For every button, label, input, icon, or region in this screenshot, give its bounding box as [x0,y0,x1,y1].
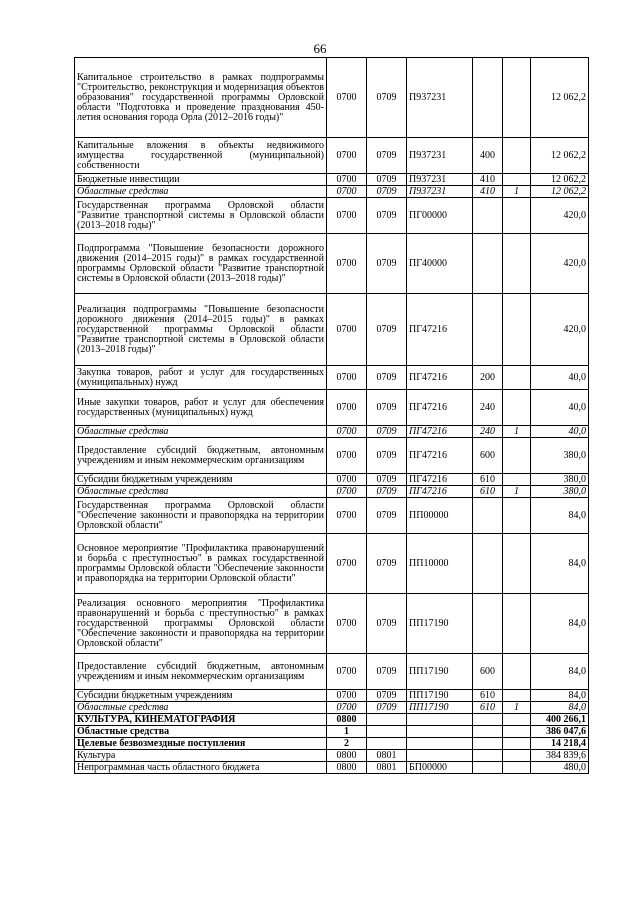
expense-name: Целевые безвозмездные поступления [75,738,327,750]
expense-type-code: 410 [473,174,503,186]
table-row [75,390,589,426]
subsection-code: 0709 [367,198,407,234]
funding-source-code [503,294,531,366]
amount: 40,0 [531,426,589,438]
expense-name: Культура [75,750,327,762]
amount: 12 062,2 [531,174,589,186]
expense-name: Предоставление субсидий бюджетным, автономным учреждениям и иным некоммерческим организациям [75,438,327,474]
subsection-code [367,714,407,726]
table-row [75,726,589,738]
expense-type-code [473,234,503,294]
table-row [75,498,589,534]
expense-name: Основное мероприятие "Профилактика правонарушений и борьба с преступностью" в рамках государственной программы Орловской области "Обеспечение законности и правопорядка на территории Орловской области" [75,534,327,594]
table-row [75,438,589,474]
page-number: 66 [313,41,327,56]
section-code: 0800 [327,714,367,726]
expense-type-code [473,294,503,366]
funding-source-code: 1 [503,702,531,714]
expense-type-code [473,534,503,594]
expense-type-code [473,762,503,774]
expense-name: Государственная программа Орловской области "Обеспечение законности и правопорядка на территории Орловской области" [75,498,327,534]
subsection-code: 0709 [367,294,407,366]
funding-source-code [503,58,531,138]
target-article-code: ПГ47216 [407,438,473,474]
section-code: 0700 [327,294,367,366]
table-row [75,366,589,390]
expense-name: Областные средства [75,426,327,438]
table-row [75,486,589,498]
expense-type-code: 610 [473,474,503,486]
target-article-code: П937231 [407,138,473,174]
expense-type-code: 400 [473,138,503,174]
section-code: 0800 [327,762,367,774]
expense-name: Областные средства [75,186,327,198]
target-article-code: БП00000 [407,762,473,774]
expense-name: Бюджетные инвестиции [75,174,327,186]
expense-name: Непрограммная часть областного бюджета [75,762,327,774]
table-row [75,174,589,186]
section-code: 0700 [327,198,367,234]
subsection-code: 0709 [367,498,407,534]
amount: 400 266,1 [531,714,589,726]
table-row [75,762,589,774]
amount: 84,0 [531,654,589,690]
funding-source-code: 1 [503,486,531,498]
subsection-code: 0709 [367,390,407,426]
subsection-code: 0801 [367,750,407,762]
amount: 420,0 [531,198,589,234]
section-code: 0800 [327,750,367,762]
section-code: 0700 [327,438,367,474]
target-article-code: П937231 [407,174,473,186]
expense-name: Капитальные вложения в объекты недвижимого имущества государственной (муниципальной) собственности [75,138,327,174]
section-code: 0700 [327,426,367,438]
expense-type-code: 610 [473,690,503,702]
budget-table [74,57,589,774]
expense-name: Реализация подпрограммы "Повышение безопасности дорожного движения (2014–2015 годы)" в рамках государственной программы Орловской области "Развитие транспортной системы в Орловской области (2013–2018 годы)" [75,294,327,366]
subsection-code: 0709 [367,426,407,438]
expense-type-code [473,726,503,738]
subsection-code: 0709 [367,690,407,702]
funding-source-code [503,498,531,534]
section-code: 1 [327,726,367,738]
funding-source-code [503,690,531,702]
amount: 12 062,2 [531,58,589,138]
table-row [75,186,589,198]
subsection-code: 0709 [367,186,407,198]
section-code: 0700 [327,474,367,486]
expense-type-code [473,714,503,726]
funding-source-code [503,750,531,762]
expense-type-code [473,198,503,234]
amount: 380,0 [531,474,589,486]
section-code: 0700 [327,174,367,186]
expense-type-code [473,498,503,534]
funding-source-code [503,174,531,186]
subsection-code [367,726,407,738]
target-article-code [407,738,473,750]
table-row [75,702,589,714]
table-row [75,738,589,750]
table-row [75,594,589,654]
funding-source-code [503,534,531,594]
amount: 420,0 [531,294,589,366]
funding-source-code [503,390,531,426]
subsection-code [367,738,407,750]
expense-type-code: 200 [473,366,503,390]
section-code: 0700 [327,186,367,198]
table-row [75,534,589,594]
funding-source-code: 1 [503,426,531,438]
subsection-code: 0709 [367,474,407,486]
target-article-code: ПГ40000 [407,234,473,294]
table-row [75,198,589,234]
section-code: 0700 [327,138,367,174]
target-article-code: ПП17190 [407,702,473,714]
table-row [75,426,589,438]
funding-source-code: 1 [503,186,531,198]
target-article-code: ПГ47216 [407,426,473,438]
expense-name: Областные средства [75,726,327,738]
expense-name: Предоставление субсидий бюджетным, автономным учреждениям и иным некоммерческим организациям [75,654,327,690]
section-code: 0700 [327,654,367,690]
subsection-code: 0709 [367,366,407,390]
table-body [75,58,589,774]
subsection-code: 0801 [367,762,407,774]
subsection-code: 0709 [367,234,407,294]
expense-type-code: 240 [473,426,503,438]
table-row [75,474,589,486]
amount: 380,0 [531,486,589,498]
target-article-code [407,714,473,726]
funding-source-code [503,366,531,390]
expense-name: Субсидии бюджетным учреждениям [75,474,327,486]
subsection-code: 0709 [367,174,407,186]
section-code: 0700 [327,534,367,594]
table-row [75,58,589,138]
section-code: 0700 [327,366,367,390]
target-article-code: ПГ47216 [407,294,473,366]
section-code: 0700 [327,594,367,654]
subsection-code: 0709 [367,594,407,654]
subsection-code: 0709 [367,486,407,498]
expense-name: Государственная программа Орловской области "Развитие транспортной системы в Орловской области (2013–2018 годы)" [75,198,327,234]
target-article-code: ПП00000 [407,498,473,534]
section-code: 0700 [327,58,367,138]
funding-source-code [503,714,531,726]
amount: 480,0 [531,762,589,774]
target-article-code: ПП17190 [407,690,473,702]
target-article-code: П937231 [407,58,473,138]
funding-source-code [503,762,531,774]
target-article-code: ПГ47216 [407,366,473,390]
target-article-code: ПП17190 [407,594,473,654]
expense-type-code [473,738,503,750]
funding-source-code [503,438,531,474]
section-code: 0700 [327,234,367,294]
table-row [75,138,589,174]
section-code: 0700 [327,690,367,702]
expense-name: Субсидии бюджетным учреждениям [75,690,327,702]
expense-name: Реализация основного мероприятия "Профилактика правонарушений и борьба с преступностью" в рамках государственной программы Орловской области "Обеспечение законности и правопорядка на территории Орловской области" [75,594,327,654]
table-row [75,294,589,366]
target-article-code: ПГ47216 [407,486,473,498]
subsection-code: 0709 [367,534,407,594]
target-article-code: ПГ47216 [407,474,473,486]
funding-source-code [503,474,531,486]
funding-source-code [503,138,531,174]
table-row [75,690,589,702]
amount: 380,0 [531,438,589,474]
amount: 386 047,6 [531,726,589,738]
table-row [75,750,589,762]
funding-source-code [503,594,531,654]
section-code: 0700 [327,498,367,534]
subsection-code: 0709 [367,58,407,138]
amount: 84,0 [531,702,589,714]
expense-type-code: 410 [473,186,503,198]
table-row [75,654,589,690]
expense-type-code: 600 [473,438,503,474]
amount: 12 062,2 [531,138,589,174]
expense-name: Закупка товаров, работ и услуг для государственных (муниципальных) нужд [75,366,327,390]
expense-type-code: 600 [473,654,503,690]
amount: 84,0 [531,534,589,594]
target-article-code [407,750,473,762]
funding-source-code [503,234,531,294]
target-article-code: ПП10000 [407,534,473,594]
funding-source-code [503,198,531,234]
amount: 420,0 [531,234,589,294]
expense-type-code [473,750,503,762]
funding-source-code [503,654,531,690]
amount: 12 062,2 [531,186,589,198]
expense-type-code: 240 [473,390,503,426]
expense-name: Областные средства [75,702,327,714]
amount: 384 839,6 [531,750,589,762]
target-article-code: ПГ00000 [407,198,473,234]
section-code: 0700 [327,390,367,426]
expense-type-code: 610 [473,702,503,714]
expense-type-code [473,594,503,654]
subsection-code: 0709 [367,438,407,474]
section-code: 0700 [327,486,367,498]
table-row [75,234,589,294]
expense-name: Областные средства [75,486,327,498]
subsection-code: 0709 [367,138,407,174]
target-article-code: ПГ47216 [407,390,473,426]
expense-name: Подпрограмма "Повышение безопасности дорожного движения (2014–2015 годы)" в рамках государственной программы Орловской области "Развитие транспортной системы в Орловской области (2013–2018 годы)" [75,234,327,294]
target-article-code: ПП17190 [407,654,473,690]
amount: 40,0 [531,390,589,426]
amount: 14 218,4 [531,738,589,750]
expense-type-code [473,58,503,138]
amount: 84,0 [531,498,589,534]
subsection-code: 0709 [367,702,407,714]
funding-source-code [503,738,531,750]
amount: 84,0 [531,594,589,654]
table-row [75,714,589,726]
expense-type-code: 610 [473,486,503,498]
expense-name: КУЛЬТУРА, КИНЕМАТОГРАФИЯ [75,714,327,726]
section-code: 0700 [327,702,367,714]
expense-name: Капитальное строительство в рамках подпрограммы "Строительство, реконструкция и модернизация объектов образования" государственной программы Орловской области "Подготовка и проведение празднования 450-летия основания города Орла (2012–2016 годы)" [75,58,327,138]
amount: 84,0 [531,690,589,702]
section-code: 2 [327,738,367,750]
funding-source-code [503,726,531,738]
target-article-code: П937231 [407,186,473,198]
target-article-code [407,726,473,738]
expense-name: Иные закупки товаров, работ и услуг для обеспечения государственных (муниципальных) нужд [75,390,327,426]
amount: 40,0 [531,366,589,390]
subsection-code: 0709 [367,654,407,690]
